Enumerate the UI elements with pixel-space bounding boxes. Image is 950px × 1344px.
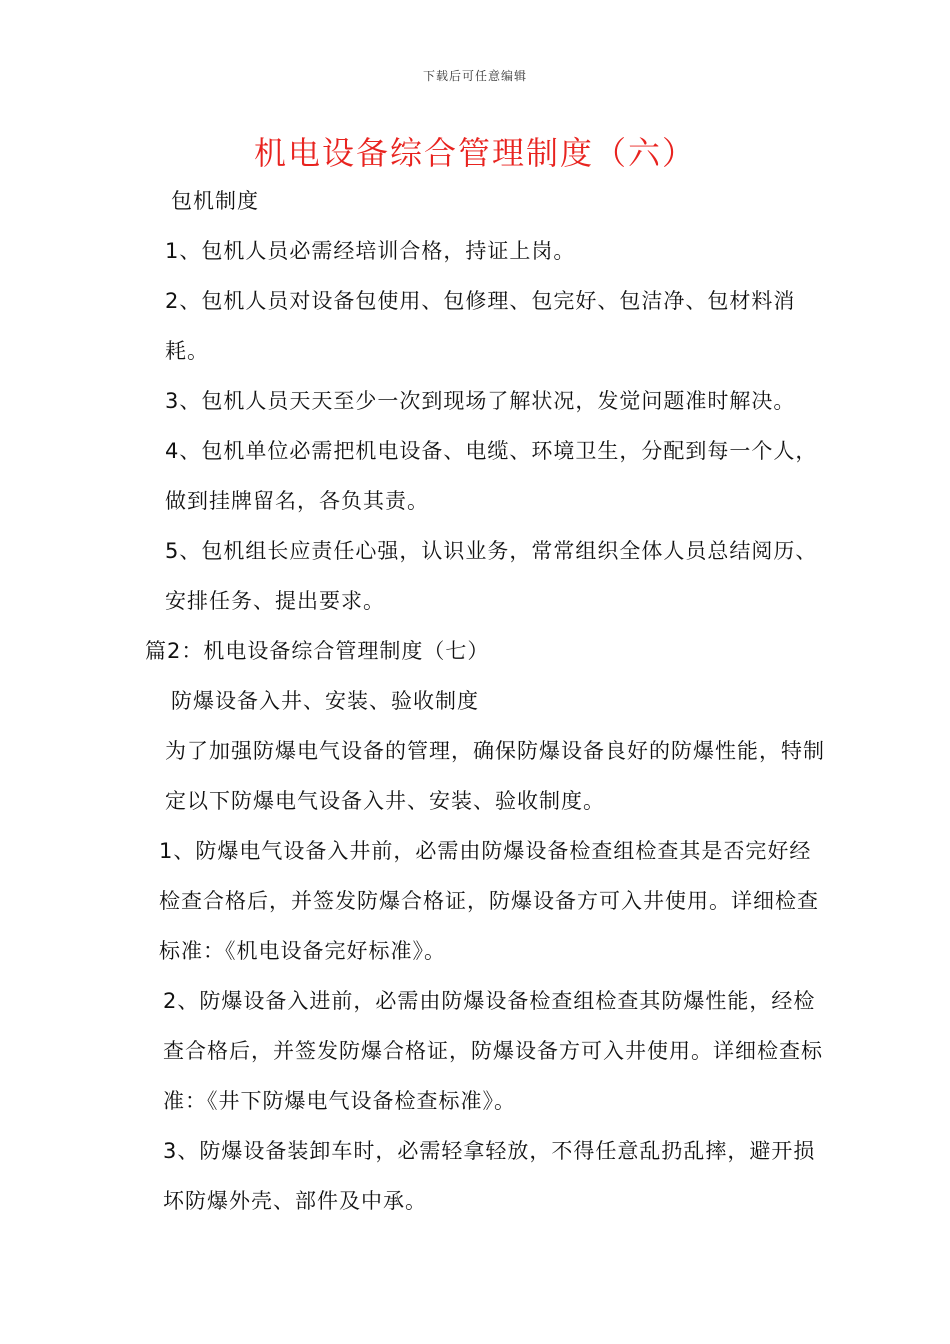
paragraph-item-1: 1、包机人员必需经培训合格，持证上岗。 (165, 239, 576, 263)
section-heading-baoji: 包机制度 (171, 189, 259, 213)
paragraph-item-5: 5、包机组长应责任心强，认识业务，常常组织全体人员总结阅历、安排任务、提出要求。 (165, 539, 818, 613)
header-note: 下载后可任意编辑 (422, 69, 527, 83)
paragraph-rule-2: 2、防爆设备入进前，必需由防爆设备检查组检查其防爆性能，经检查合格后，并签发防爆合格证，防爆设备方可入井使用。详细检查标准：《井下防爆电气设备检查标准》。 (163, 989, 823, 1113)
document-title: 机电设备综合管理制度（六） (253, 134, 696, 172)
document-body (145, 176, 825, 1226)
paragraph-item-2: 2、包机人员对设备包使用、包修理、包完好、包洁净、包材料消耗。 (165, 289, 796, 363)
paragraph-item-4: 4、包机单位必需把机电设备、电缆、环境卫生，分配到每一个人，做到挂牌留名，各负其责。 (165, 439, 818, 513)
section-heading-fangbao: 防爆设备入井、安装、验收制度 (171, 689, 479, 713)
paragraph-rule-3: 3、防爆设备装卸车时，必需轻拿轻放，不得任意乱扔乱摔，避开损坏防爆外壳、部件及中承。 (163, 1139, 816, 1213)
paragraph-intro: 为了加强防爆电气设备的管理，确保防爆设备良好的防爆性能，特制定以下防爆电气设备入井、安装、验收制度。 (165, 739, 825, 813)
paragraph-rule-1: 1、防爆电气设备入井前，必需由防爆设备检查组检查其是否完好经检查合格后，并签发防爆合格证，防爆设备方可入井使用。详细检查标准：《机电设备完好标准》。 (159, 839, 819, 963)
paragraph-item-3: 3、包机人员天天至少一次到现场了解状况，发觉问题准时解决。 (165, 389, 796, 413)
section-title-part2: 篇2：机电设备综合管理制度（七） (145, 639, 490, 663)
